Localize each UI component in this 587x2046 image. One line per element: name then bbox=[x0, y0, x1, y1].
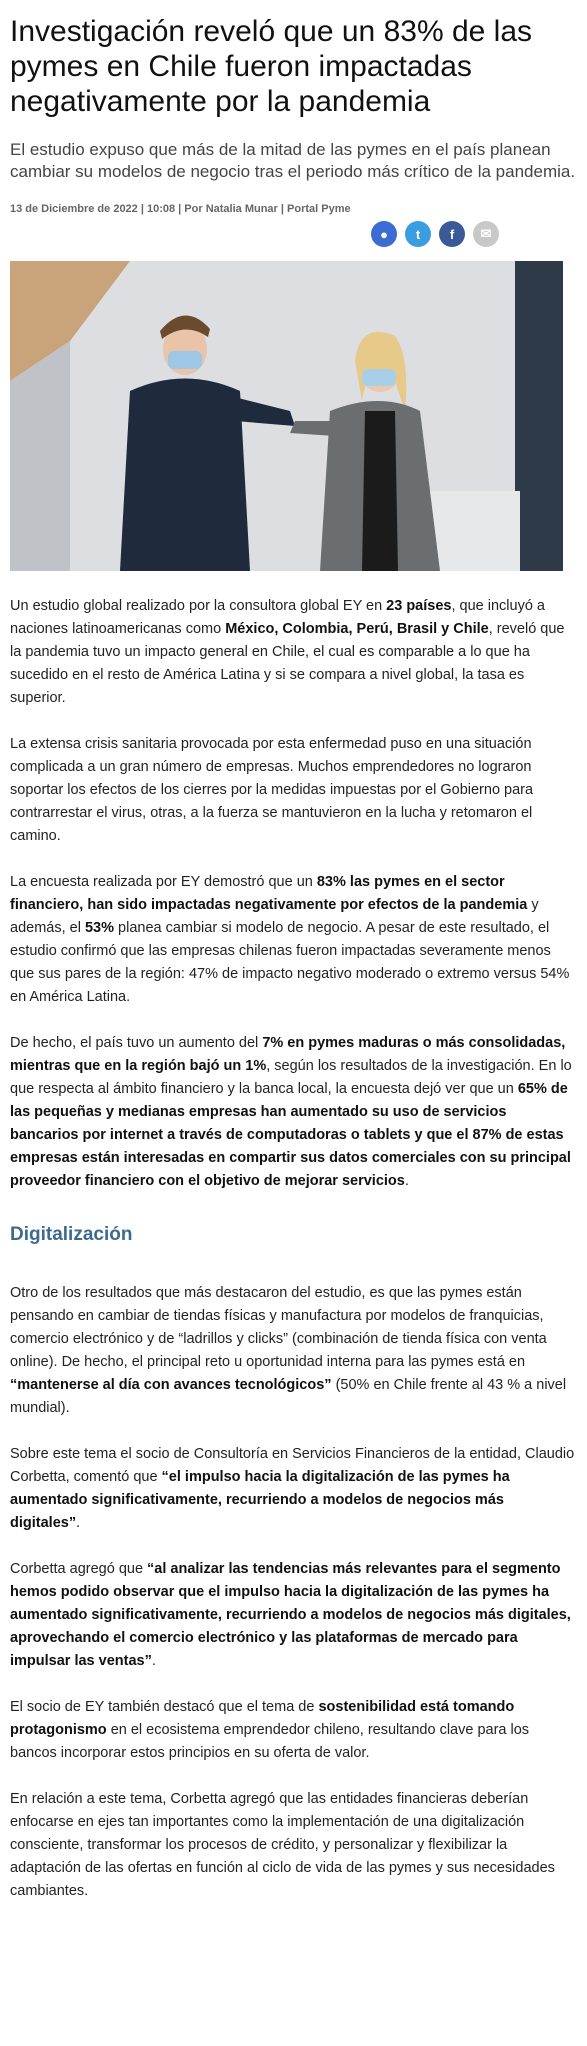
bold-text: “al analizar las tendencias más relevantes para el segmento hemos podido observar que el impulso hacia la digitalización de las pymes ha aumentado significativamente, recurriendo a modelos de negocios más digitales, aprovechando el comercio electrónico y las plataformas de mercado para impulsar las ventas” bbox=[10, 1561, 571, 1669]
bold-text: “el impulso hacia la digitalización de las pymes ha aumentado significativamente, recurriendo a modelos de negocios más digitales” bbox=[10, 1469, 510, 1531]
text-run: , que incluyó a naciones latinoamericanas como bbox=[10, 598, 545, 637]
paragraph bbox=[10, 1558, 577, 1673]
article-photo bbox=[10, 261, 563, 571]
twitter-icon[interactable]: t bbox=[405, 221, 431, 247]
paragraph bbox=[10, 1443, 577, 1535]
text-run: , reveló que la pandemia tuvo un impacto general en Chile, el cual es comparable a lo que ha sucedido en el resto de América Latina y si se compara a nivel global, la tasa es superior. bbox=[10, 621, 565, 706]
bold-text: 23 países bbox=[386, 598, 452, 614]
text-run: . bbox=[151, 1653, 156, 1669]
paragraph bbox=[10, 1788, 577, 1903]
section-heading: Digitalización bbox=[10, 1224, 133, 1245]
bold-text: 65% de las pequeñas y medianas empresas han aumentado su uso de servicios bancarios por internet a través de computadoras o tablets y que el 87% de estas empresas están interesadas en compartir sus datos comerciales con su principal proveedor financiero con el objetivo de mejorar servicios bbox=[10, 1081, 571, 1189]
text-run: planea cambiar si modelo de negocio. A pesar de este resultado, el estudio confirmó que las empresas chilenas fueron impactadas severamente menos que sus pares de la región: 47% de impacto negativo moderado o extremo versus 54% en América Latina. bbox=[10, 920, 570, 1005]
bold-text: 7% en pymes maduras o más consolidadas, mientras que en la región bajó un 1% bbox=[10, 1035, 566, 1074]
article-paragraphs bbox=[10, 595, 577, 1193]
photo-illustration bbox=[10, 261, 563, 571]
text-run: De hecho, el país tuvo un aumento del bbox=[10, 1035, 263, 1051]
text-run: La extensa crisis sanitaria provocada por esta enfermedad puso en una situación complicada a un gran número de empresas. Muchos emprendedores no lograron soportar los efectos de los cierres por la medidas impuestas por el Gobierno para contrarrestar el virus, otras, a la fuerza se mantuvieron en la lucha y retomaron el camino. bbox=[10, 736, 534, 844]
bold-text: 53% bbox=[84, 920, 114, 936]
text-run: . bbox=[404, 1173, 409, 1189]
text-run: , según los resultados de la investigación. En lo que respecta al ámbito financiero y la banca local, la encuesta dejó ver que un bbox=[10, 1058, 572, 1097]
bold-text: “mantenerse al día con avances tecnológicos” bbox=[10, 1377, 332, 1393]
paragraph bbox=[10, 595, 577, 710]
text-run: Otro de los resultados que más destacaron del estudio, es que las pymes están pensando en cambiar de tiendas físicas y manufactura por modelos de franquicias, comercio electrónico y de “ladrillos y clicks” (combinación de tienda física con venta online). De hecho, el principal reto u oportunidad interna para las pymes está en bbox=[10, 1285, 547, 1370]
bold-text: sostenibilidad está tomando protagonismo bbox=[10, 1699, 515, 1738]
text-run: (50% en Chile frente al 43 % a nivel mundial). bbox=[10, 1377, 567, 1416]
facebook-icon[interactable]: f bbox=[439, 221, 465, 247]
article-title: Investigación reveló que un 83% de las pymes en Chile fueron impactadas negativamente por la pandemia bbox=[10, 15, 533, 118]
article-body bbox=[10, 595, 577, 1903]
paragraph bbox=[10, 1696, 577, 1765]
text-run: . bbox=[76, 1515, 81, 1531]
article-subtitle: El estudio expuso que más de la mitad de las pymes en el país planean cambiar su modelos de negocio tras el periodo más crítico de la pandemia. bbox=[10, 140, 576, 181]
text-run: La encuesta realizada por EY demostró que un bbox=[10, 874, 317, 890]
text-run: El socio de EY también destacó que el tema de bbox=[10, 1699, 319, 1715]
paragraph bbox=[10, 1032, 577, 1193]
paragraph bbox=[10, 733, 577, 848]
community-icon[interactable]: ● bbox=[371, 221, 397, 247]
text-run: Corbetta agregó que bbox=[10, 1561, 148, 1577]
email-icon[interactable]: ✉ bbox=[473, 221, 499, 247]
share-bar bbox=[10, 221, 577, 247]
paragraph bbox=[10, 1282, 577, 1420]
article-page bbox=[0, 14, 587, 2046]
text-run: Sobre este tema el socio de Consultoría en Servicios Financieros de la entidad, Claudio Corbetta, comentó que bbox=[10, 1446, 575, 1485]
article-meta: 13 de Diciembre de 2022 | 10:08 | Por Natalia Munar | Portal Pyme bbox=[10, 203, 351, 215]
text-run: en el ecosistema emprendedor chileno, resultando clave para los bancos incorporar estos principios en su oferta de valor. bbox=[10, 1722, 530, 1761]
article-paragraphs-after bbox=[10, 1282, 577, 1903]
text-run: En relación a este tema, Corbetta agregó que las entidades financieras deberían enfocarse en ejes tan importantes como la implementación de una digitalización consciente, transformar los procesos de crédito, y personalizar y flexibilizar la adaptación de las ofertas en función al ciclo de vida de las pymes y sus necesidades cambiantes. bbox=[10, 1791, 555, 1899]
bold-text: México, Colombia, Perú, Brasil y Chile bbox=[225, 621, 489, 637]
text-run: Un estudio global realizado por la consultora global EY en bbox=[10, 598, 387, 614]
paragraph bbox=[10, 871, 577, 1009]
bold-text: 83% las pymes en el sector financiero, han sido impactadas negativamente por efectos de la pandemia bbox=[10, 874, 528, 913]
text-run: y además, el bbox=[10, 897, 539, 936]
